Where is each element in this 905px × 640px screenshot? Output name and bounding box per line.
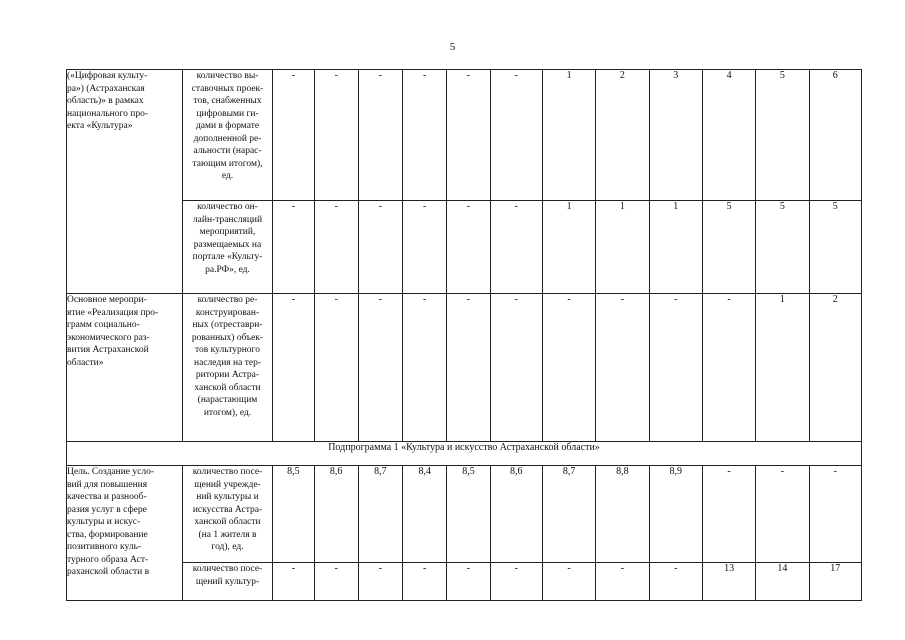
value-cell: - [358,563,402,601]
value-cell: 8,6 [490,466,542,563]
value-cell: 5 [756,201,809,294]
value-cell: 4 [702,70,755,201]
value-cell: 5 [809,201,861,294]
value-cell: - [273,563,314,601]
indicator-cell: количество он- лайн-трансляций мероприятий, размещаемых на портале «Культу- ра.РФ», ед. [182,201,273,294]
value-cell: 5 [756,70,809,201]
value-cell: - [403,294,447,442]
value-cell: - [756,466,809,563]
indicator-cell: количество вы- ставочных проек- тов, снабженных цифровыми ги- дами в формате дополненной ре- альности (нарас- тающим итогом), ед. [182,70,273,201]
event-label-main-event: Основное меропри- ятие «Реализация про- грамм социально- экономического раз- вития Астраханской области» [67,294,183,442]
table-row [67,442,862,466]
value-cell: - [542,563,595,601]
value-cell: 8,4 [403,466,447,563]
value-cell: 2 [596,70,649,201]
value-cell: - [314,563,358,601]
value-cell: - [358,70,402,201]
value-cell: 14 [756,563,809,601]
value-cell: 6 [809,70,861,201]
value-cell: - [490,70,542,201]
value-cell: - [447,70,490,201]
value-cell: - [447,294,490,442]
value-cell: 1 [756,294,809,442]
value-cell: 1 [542,70,595,201]
page-number: 5 [449,41,456,53]
table-row [67,294,862,442]
table-row [67,70,862,201]
value-cell: - [596,294,649,442]
value-cell: 8,7 [358,466,402,563]
value-cell: 8,8 [596,466,649,563]
value-cell: - [358,201,402,294]
indicators-table [66,69,862,601]
table-row [67,201,862,294]
value-cell: - [273,70,314,201]
value-cell: 8,7 [542,466,595,563]
value-cell: 1 [596,201,649,294]
value-cell: 1 [542,201,595,294]
value-cell: - [314,70,358,201]
goal-label: Цель. Создание усло- вий для повышения качества и разнооб- разия услуг в сфере культуры и искус- ства, формирование позитивного куль- турного образа Аст- раханской области в [67,466,183,601]
value-cell: 2 [809,294,861,442]
event-label-digital-culture: («Цифровая культу- ра») (Астраханская область)» в рамках национального про- екта «Культура» [67,70,183,294]
value-cell: - [542,294,595,442]
value-cell: - [447,563,490,601]
value-cell: - [403,201,447,294]
value-cell: - [490,294,542,442]
indicator-cell: количество посе- щений культур- [182,563,273,601]
indicator-cell: количество посе- щений учрежде- ний культуры и искусства Астра- ханской области (на 1 жителя в год), ед. [182,466,273,563]
value-cell: - [490,201,542,294]
subprogram-heading: Подпрограмма 1 «Культура и искусство Астраханской области» [67,442,862,466]
value-cell: 1 [649,201,702,294]
table-row [67,466,862,563]
value-cell: 5 [702,201,755,294]
value-cell: - [273,201,314,294]
value-cell: - [702,294,755,442]
value-cell: 13 [702,563,755,601]
value-cell: - [809,466,861,563]
value-cell: - [358,294,402,442]
value-cell: - [702,466,755,563]
value-cell: 8,5 [273,466,314,563]
value-cell: - [596,563,649,601]
value-cell: 8,5 [447,466,490,563]
value-cell: 3 [649,70,702,201]
value-cell: 8,9 [649,466,702,563]
value-cell: - [649,294,702,442]
value-cell: 17 [809,563,861,601]
value-cell: - [649,563,702,601]
table-row [67,563,862,601]
value-cell: - [314,294,358,442]
value-cell: - [314,201,358,294]
value-cell: - [403,70,447,201]
value-cell: 8,6 [314,466,358,563]
indicator-cell: количество ре- конструирован- ных (отреставри- рованных) объек- тов культурного наследия на тер- ритории Астра- ханской области (нарастающим итогом), ед. [182,294,273,442]
value-cell: - [490,563,542,601]
value-cell: - [273,294,314,442]
value-cell: - [403,563,447,601]
value-cell: - [447,201,490,294]
